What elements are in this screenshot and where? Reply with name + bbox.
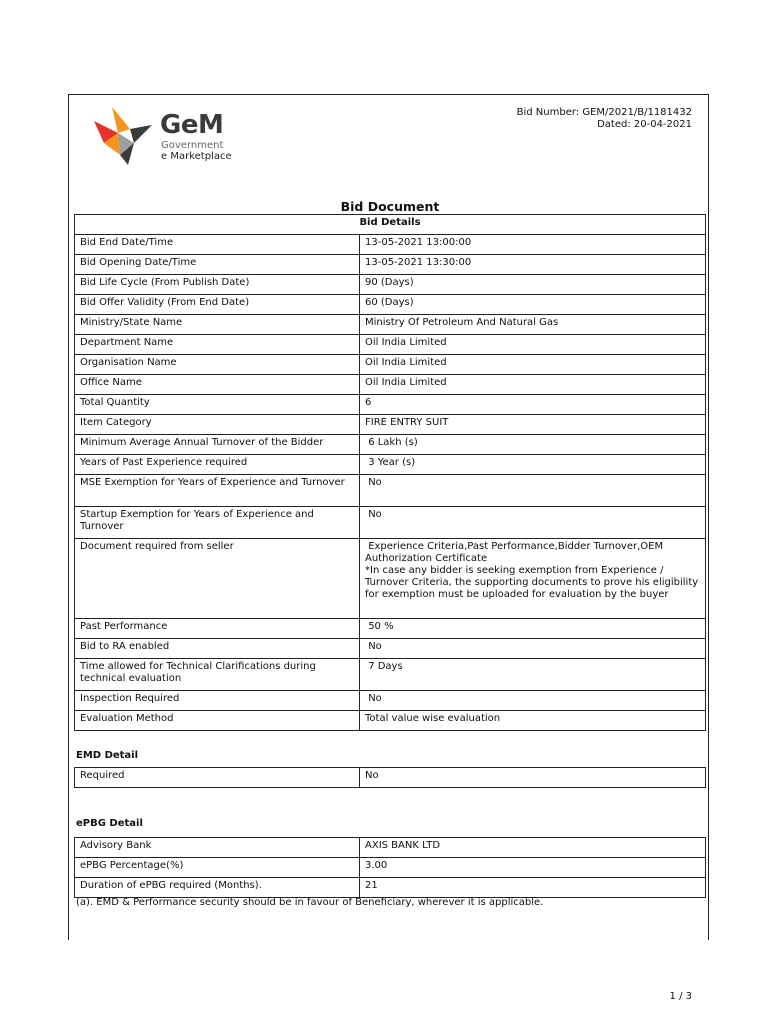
row-label: Bid Opening Date/Time xyxy=(75,255,360,275)
table-row xyxy=(75,711,706,731)
page-frame-top xyxy=(68,94,709,95)
row-value: No xyxy=(360,768,706,788)
row-label: Evaluation Method xyxy=(75,711,360,731)
row-label: Department Name xyxy=(75,335,360,355)
table-row xyxy=(75,768,706,788)
logo-name: GeM xyxy=(160,110,224,140)
logo-tagline-2: e Marketplace xyxy=(161,151,232,162)
bid-dated: Dated: 20-04-2021 xyxy=(597,119,692,130)
emd-table xyxy=(74,767,706,788)
row-label: Required xyxy=(75,768,360,788)
document-title: Bid Document xyxy=(340,199,440,214)
epbg-section-title: ePBG Detail xyxy=(76,818,143,829)
table-row xyxy=(75,858,706,878)
row-value: No xyxy=(360,639,706,659)
row-value: No xyxy=(360,691,706,711)
table-row xyxy=(75,475,706,507)
row-value: Oil India Limited xyxy=(360,375,706,395)
emd-section-title: EMD Detail xyxy=(76,750,139,761)
row-label: Advisory Bank xyxy=(75,838,360,858)
table-row xyxy=(75,619,706,639)
table-row xyxy=(75,455,706,475)
row-label: Bid Offer Validity (From End Date) xyxy=(75,295,360,315)
row-value: 21 xyxy=(360,878,706,898)
row-value: Ministry Of Petroleum And Natural Gas xyxy=(360,315,706,335)
table-row xyxy=(75,335,706,355)
table-row xyxy=(75,395,706,415)
row-value: 7 Days xyxy=(360,659,706,691)
row-label: Total Quantity xyxy=(75,395,360,415)
bid-details-table xyxy=(74,214,706,731)
table-row xyxy=(75,691,706,711)
table-row xyxy=(75,355,706,375)
row-value: 50 % xyxy=(360,619,706,639)
emd-note: (a). EMD & Performance security should be in favour of Beneficiary, wherever it is applicable. xyxy=(76,897,544,908)
row-label: Inspection Required xyxy=(75,691,360,711)
row-value: 6 xyxy=(360,395,706,415)
table-row xyxy=(75,235,706,255)
row-label: Document required from seller xyxy=(75,539,360,619)
table-row xyxy=(75,639,706,659)
table-row xyxy=(75,315,706,335)
row-label: Bid to RA enabled xyxy=(75,639,360,659)
row-value: Oil India Limited xyxy=(360,335,706,355)
row-label: Bid Life Cycle (From Publish Date) xyxy=(75,275,360,295)
page-frame-right xyxy=(708,94,709,940)
row-label: Years of Past Experience required xyxy=(75,455,360,475)
bid-meta xyxy=(517,107,692,131)
table-row xyxy=(75,415,706,435)
row-label: MSE Exemption for Years of Experience and Turnover xyxy=(75,475,360,507)
table-row xyxy=(75,659,706,691)
row-label: Item Category xyxy=(75,415,360,435)
bid-details-header: Bid Details xyxy=(75,215,706,235)
row-label: Past Performance xyxy=(75,619,360,639)
row-value: 3.00 xyxy=(360,858,706,878)
row-label: Office Name xyxy=(75,375,360,395)
table-row xyxy=(75,275,706,295)
page-frame-left xyxy=(68,94,69,940)
row-value: Experience Criteria,Past Performance,Bidder Turnover,OEM Authorization Certificate *In case any bidder is seeking exemption from Experience / Turnover Criteria, the supporting documents to prove his eligibility for exemption must be uploaded for evaluation by the buyer xyxy=(360,539,706,619)
row-label: Minimum Average Annual Turnover of the Bidder xyxy=(75,435,360,455)
row-label: Ministry/State Name xyxy=(75,315,360,335)
table-row xyxy=(75,295,706,315)
row-value: 13-05-2021 13:30:00 xyxy=(360,255,706,275)
row-value: Oil India Limited xyxy=(360,355,706,375)
row-value: 3 Year (s) xyxy=(360,455,706,475)
row-value: Total value wise evaluation xyxy=(360,711,706,731)
page-number: 1 / 3 xyxy=(669,991,692,1002)
gem-star-icon xyxy=(90,103,156,169)
row-label: Organisation Name xyxy=(75,355,360,375)
table-row xyxy=(75,255,706,275)
row-label: ePBG Percentage(%) xyxy=(75,858,360,878)
row-value: 13-05-2021 13:00:00 xyxy=(360,235,706,255)
table-row xyxy=(75,539,706,619)
logo-tagline-1: Government xyxy=(161,140,224,151)
row-value: 6 Lakh (s) xyxy=(360,435,706,455)
table-row xyxy=(75,435,706,455)
table-row xyxy=(75,375,706,395)
epbg-table xyxy=(74,837,706,898)
row-value: No xyxy=(360,475,706,507)
row-value: 90 (Days) xyxy=(360,275,706,295)
row-label: Time allowed for Technical Clarifications during technical evaluation xyxy=(75,659,360,691)
gem-logo xyxy=(90,103,250,169)
table-row xyxy=(75,878,706,898)
row-value: AXIS BANK LTD xyxy=(360,838,706,858)
row-label: Duration of ePBG required (Months). xyxy=(75,878,360,898)
table-row xyxy=(75,838,706,858)
bid-number: Bid Number: GEM/2021/B/1181432 xyxy=(516,107,692,118)
row-value: No xyxy=(360,507,706,539)
row-value: 60 (Days) xyxy=(360,295,706,315)
row-value: FIRE ENTRY SUIT xyxy=(360,415,706,435)
table-row xyxy=(75,507,706,539)
row-label: Startup Exemption for Years of Experience and Turnover xyxy=(75,507,360,539)
row-label: Bid End Date/Time xyxy=(75,235,360,255)
